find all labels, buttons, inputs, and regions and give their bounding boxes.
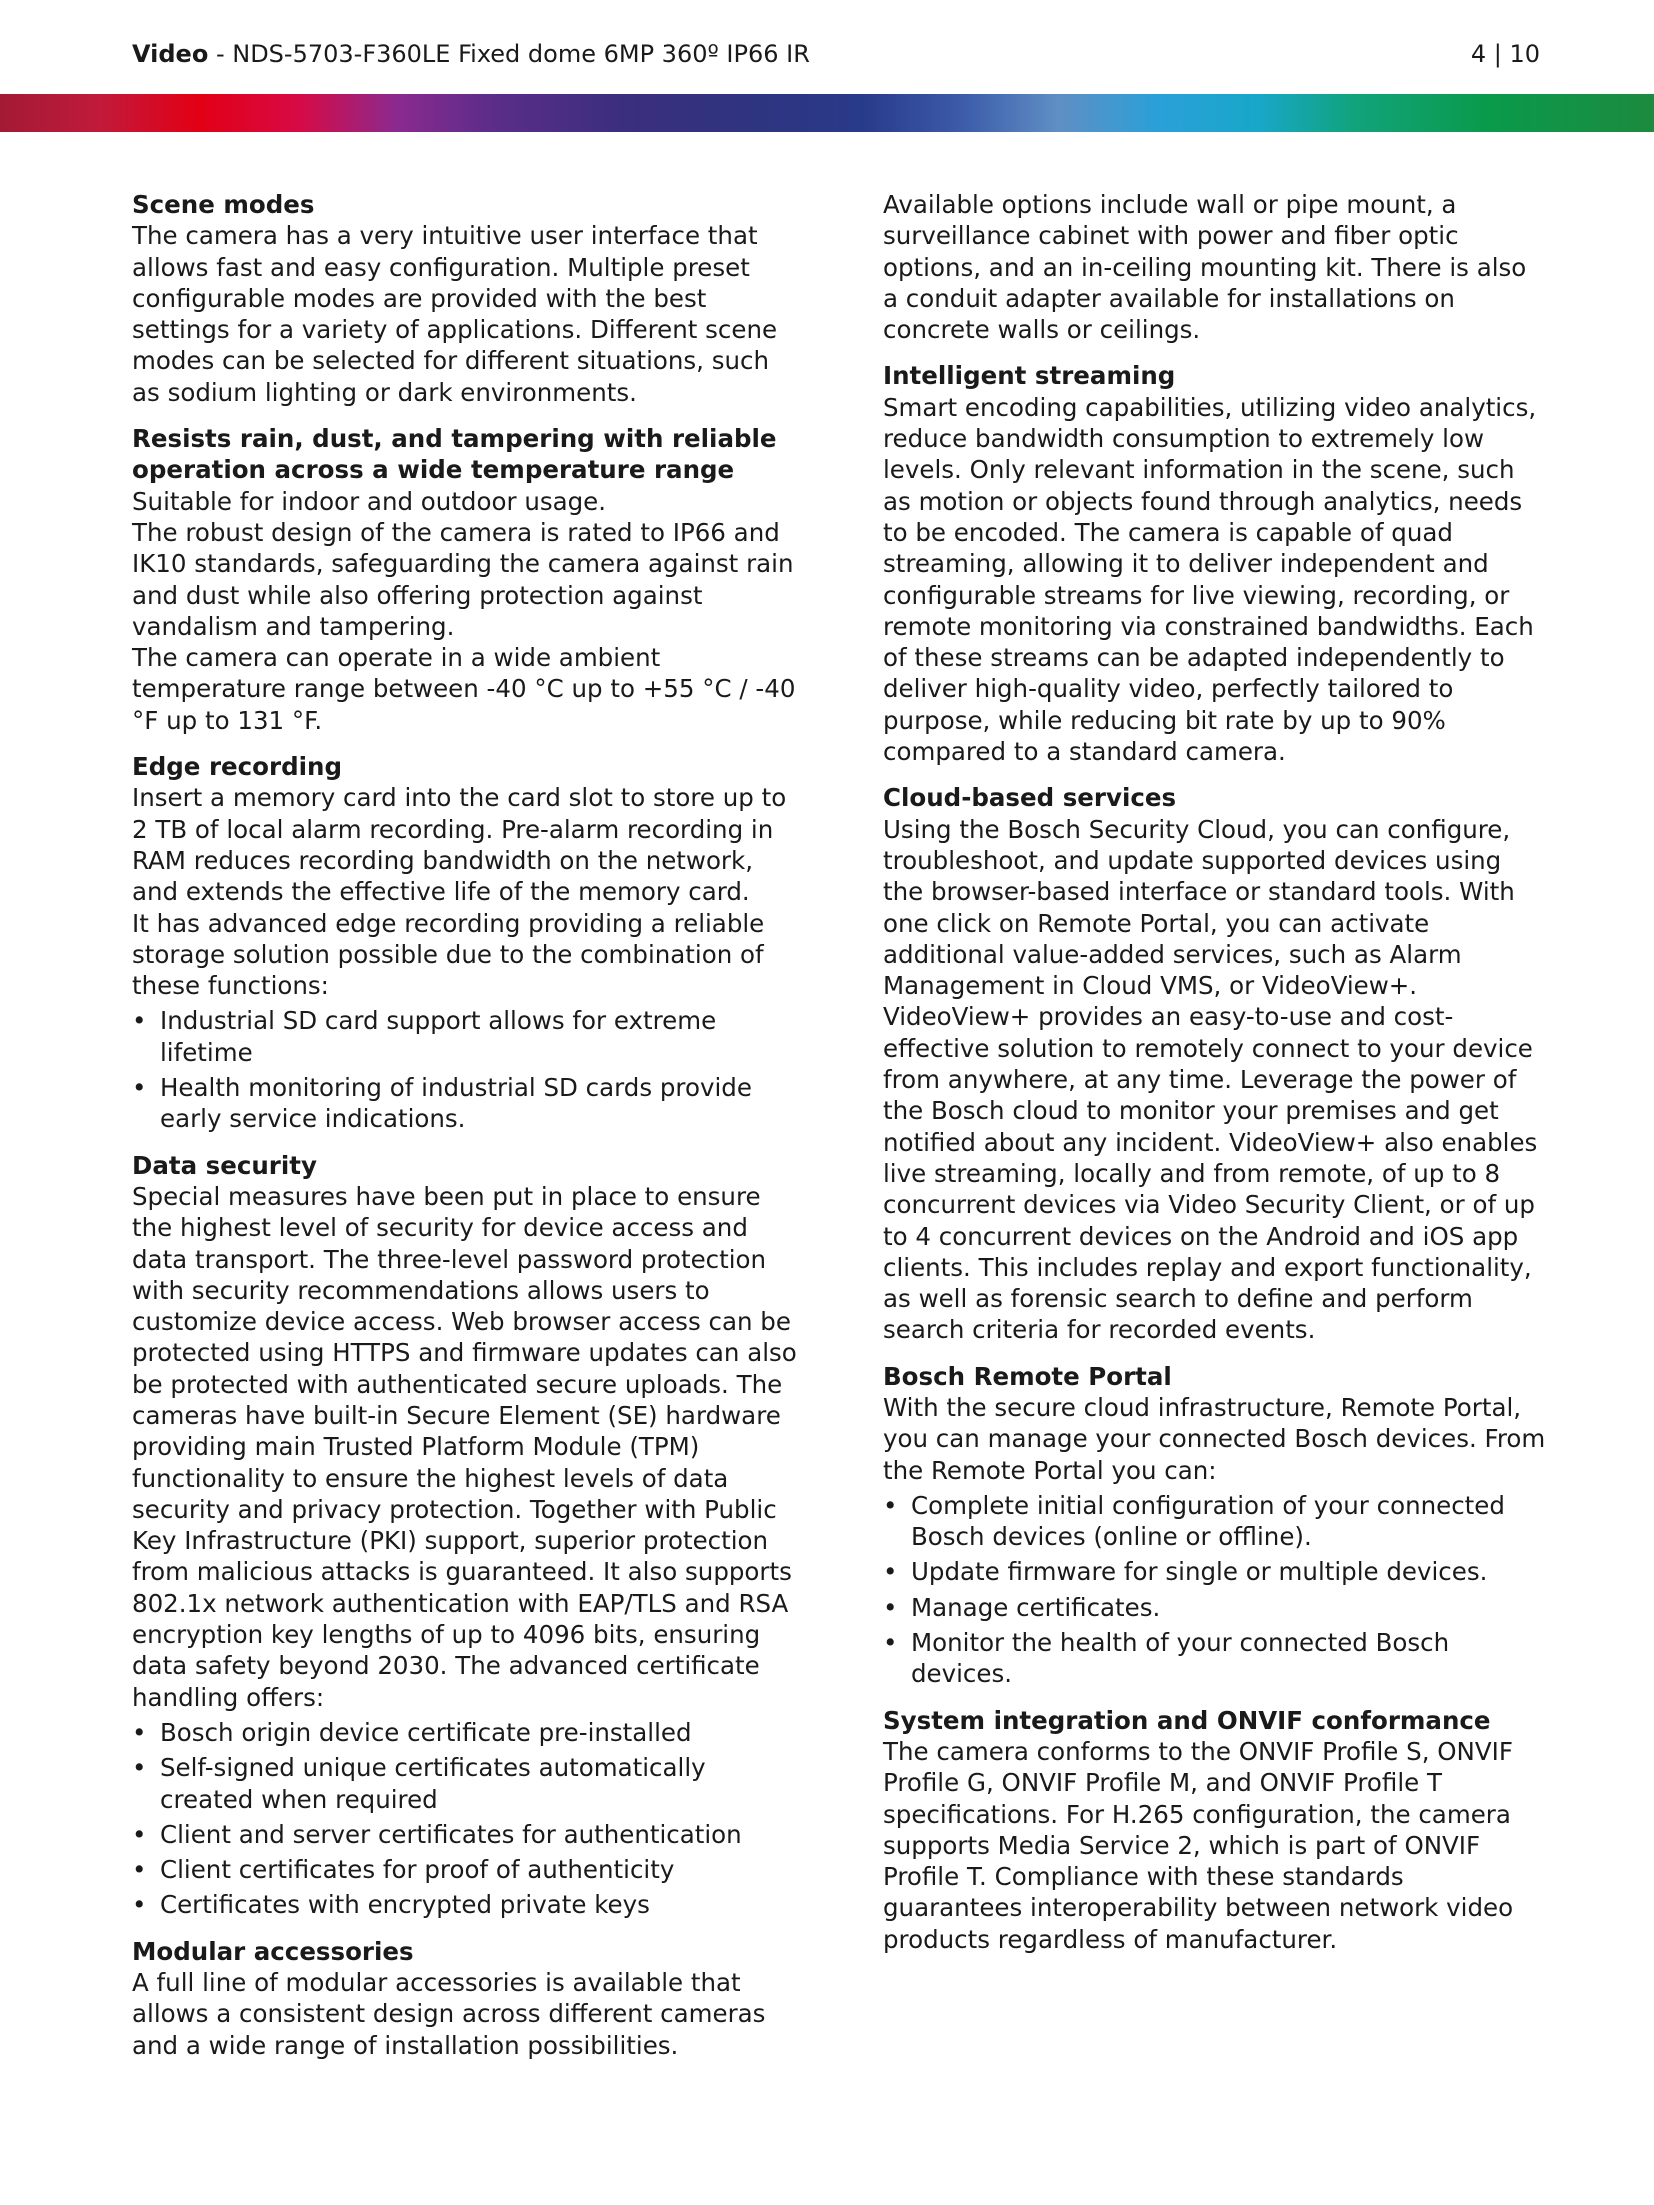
section-heading: Edge recording	[132, 752, 343, 782]
section-modular-accessories	[132, 1936, 797, 2061]
bullet-item	[132, 1854, 797, 1885]
section-system-integration-and-onvif-conformance	[883, 1705, 1548, 1955]
section-heading: Resists rain, dust, and tampering with reliable operation across a wide temperature range	[132, 424, 777, 485]
bullet-list	[132, 1005, 797, 1134]
bullet-text: Complete initial configuration of your connected Bosch devices (online or offline).	[911, 1490, 1505, 1552]
section-paragraph: The camera has a very intuitive user interface that allows fast and easy configuration. Multiple preset configurable modes are provided with the best settings for a variety of applications. Different scene modes can be selected for different situations, such as sodium lighting or dark environments.	[132, 221, 778, 407]
section-paragraph: Available options include wall or pipe mount, a surveillance cabinet with power and fiber optic options, and an in-ceiling mounting kit. There is also a conduit adapter available for installations on concrete walls or ceilings.	[883, 190, 1527, 345]
section-heading: System integration and ONVIF conformance	[883, 1705, 1491, 1735]
bullet-item	[883, 1627, 1548, 1690]
section-paragraph: The robust design of the camera is rated to IP66 and IK10 standards, safeguarding the camera against rain and dust while also offering protection against vandalism and tampering.	[132, 517, 794, 641]
section-resists-rain-dust-and-tampering-with-rel	[132, 423, 797, 736]
section-paragraph: Insert a memory card into the card slot to store up to 2 TB of local alarm recording. Pre-alarm recording in RAM reduces recording bandwidth on the network, and extends the effective life of the memory card.	[132, 783, 787, 907]
section-heading: Intelligent streaming	[883, 361, 1176, 391]
document-category: Video	[132, 40, 209, 68]
bullet-dot-icon: •	[132, 1073, 147, 1103]
section-heading: Data security	[132, 1150, 317, 1180]
bullet-item	[883, 1556, 1548, 1587]
bullet-text: Client and server certificates for authentication	[160, 1819, 742, 1849]
bullet-item	[132, 1717, 797, 1748]
section-intelligent-streaming	[883, 360, 1548, 767]
bullet-text: Monitor the health of your connected Bosch devices.	[911, 1628, 1450, 1689]
bullet-list	[883, 1490, 1548, 1690]
bullet-dot-icon: •	[132, 1717, 147, 1747]
bullet-text: Health monitoring of industrial SD cards provide early service indications.	[160, 1073, 752, 1134]
bullet-dot-icon: •	[132, 1819, 147, 1849]
section-scene-modes	[132, 189, 797, 408]
bullet-item	[132, 1889, 797, 1920]
bullet-dot-icon: •	[132, 1006, 147, 1036]
left-column	[132, 189, 797, 2076]
bullet-dot-icon: •	[132, 1753, 147, 1783]
bullet-dot-icon: •	[132, 1890, 147, 1920]
bullet-item	[132, 1752, 797, 1815]
section-heading: Bosch Remote Portal	[883, 1361, 1172, 1391]
right-column	[883, 189, 1548, 1970]
section-paragraph: It has advanced edge recording providing a reliable storage solution possible due to the combination of these functions:	[132, 908, 765, 1001]
bullet-item	[132, 1819, 797, 1850]
section-paragraph: Special measures have been put in place to ensure the highest level of security for device access and data transport. The three-level password protection with security recommendations allows users to customize device access. Web browser access can be protected using HTTPS and firmware updates can also be protected with authenticated secure uploads. The cameras have built-in Secure Element (SE) hardware providing main Trusted Platform Module (TPM) functionality to ensure the highest levels of data security and privacy protection. Together with Public Key Infrastructure (PKI) support, superior protection from malicious attacks is guaranteed. It also supports 802.1x network authentication with EAP/TLS and RSA encryption key lengths of up to 4096 bits, ensuring data safety beyond 2030. The advanced certificate handling offers:	[132, 1181, 797, 1712]
section-paragraph: The camera conforms to the ONVIF Profile S, ONVIF Profile G, ONVIF Profile M, and ONVIF Profile T specifications. For H.265 configuration, the camera supports Media Service 2, which is part of ONVIF Profile T. Compliance with these standards guarantees interoperability between network video products regardless of manufacturer.	[883, 1736, 1514, 1954]
page-header	[132, 36, 1540, 72]
bullet-item	[132, 1005, 797, 1068]
section-cloud-based-services	[883, 782, 1548, 1345]
bullet-item	[883, 1592, 1548, 1623]
bullet-text: Industrial SD card support allows for extreme lifetime	[160, 1006, 717, 1067]
section-paragraph: Using the Bosch Security Cloud, you can configure, troubleshoot, and update supported devices using the browser-based interface or standard tools. With one click on Remote Portal, you can activate additional value-added services, such as Alarm Management in Cloud VMS, or VideoView+. VideoView+ provides an easy-to-use and cost-effective solution to remotely connect to your device from anywhere, at any time. Leverage the power of the Bosch cloud to monitor your premises and get notified about any incident. VideoView+ also enables live streaming, locally and from remote, of up to 8 concurrent devices via Video Security Client, or of up to 4 concurrent devices on the Android and iOS app clients. This includes replay and export functionality, as well as forensic search to define and perform search criteria for recorded events.	[883, 814, 1538, 1345]
section-heading: Modular accessories	[132, 1936, 414, 1966]
bullet-dot-icon: •	[883, 1628, 898, 1658]
section-bosch-remote-portal	[883, 1361, 1548, 1690]
bullet-text: Self-signed unique certificates automatically created when required	[160, 1753, 706, 1814]
section-heading: Scene modes	[132, 190, 315, 219]
bullet-text: Update firmware for single or multiple devices.	[911, 1557, 1488, 1587]
bullet-dot-icon: •	[883, 1557, 898, 1587]
section-paragraph: With the secure cloud infrastructure, Remote Portal, you can manage your connected Bosch devices. From the Remote Portal you can:	[883, 1392, 1546, 1485]
document-title: - NDS-5703-F360LE Fixed dome 6MP 360º IP66 IR	[208, 40, 810, 68]
bullet-list	[132, 1717, 797, 1921]
section-heading: Cloud-based services	[883, 783, 1177, 813]
brand-color-band	[0, 94, 1654, 132]
section-paragraph: Smart encoding capabilities, utilizing video analytics, reduce bandwidth consumption to extremely low levels. Only relevant information in the scene, such as motion or objects found through analytics, needs to be encoded. The camera is capable of quad streaming, allowing it to deliver independent and configurable streams for live viewing, recording, or remote monitoring via constrained bandwidths. Each of these streams can be adapted independently to deliver high-quality video, perfectly tailored to purpose, while reducing bit rate by up to 90% compared to a standard camera.	[883, 392, 1537, 767]
bullet-item	[132, 1072, 797, 1135]
bullet-text: Client certificates for proof of authenticity	[160, 1855, 675, 1885]
bullet-text: Certificates with encrypted private keys	[160, 1890, 650, 1920]
section-continued	[883, 189, 1548, 345]
bullet-text: Manage certificates.	[911, 1592, 1161, 1622]
section-paragraph: A full line of modular accessories is available that allows a consistent design across different cameras and a wide range of installation possibilities.	[132, 1968, 766, 2060]
bullet-dot-icon: •	[132, 1855, 147, 1885]
bullet-item	[883, 1490, 1548, 1553]
bullet-dot-icon: •	[883, 1490, 898, 1520]
page-number: 4 | 10	[1470, 40, 1540, 68]
bullet-dot-icon: •	[883, 1592, 898, 1622]
section-edge-recording	[132, 751, 797, 1135]
section-paragraph: The camera can operate in a wide ambient temperature range between -40 °C up to +55 °C / -40 °F up to 131 °F.	[132, 643, 796, 735]
section-data-security	[132, 1150, 797, 1921]
section-paragraph: Suitable for indoor and outdoor usage.	[132, 486, 607, 516]
bullet-text: Bosch origin device certificate pre-installed	[160, 1717, 692, 1747]
